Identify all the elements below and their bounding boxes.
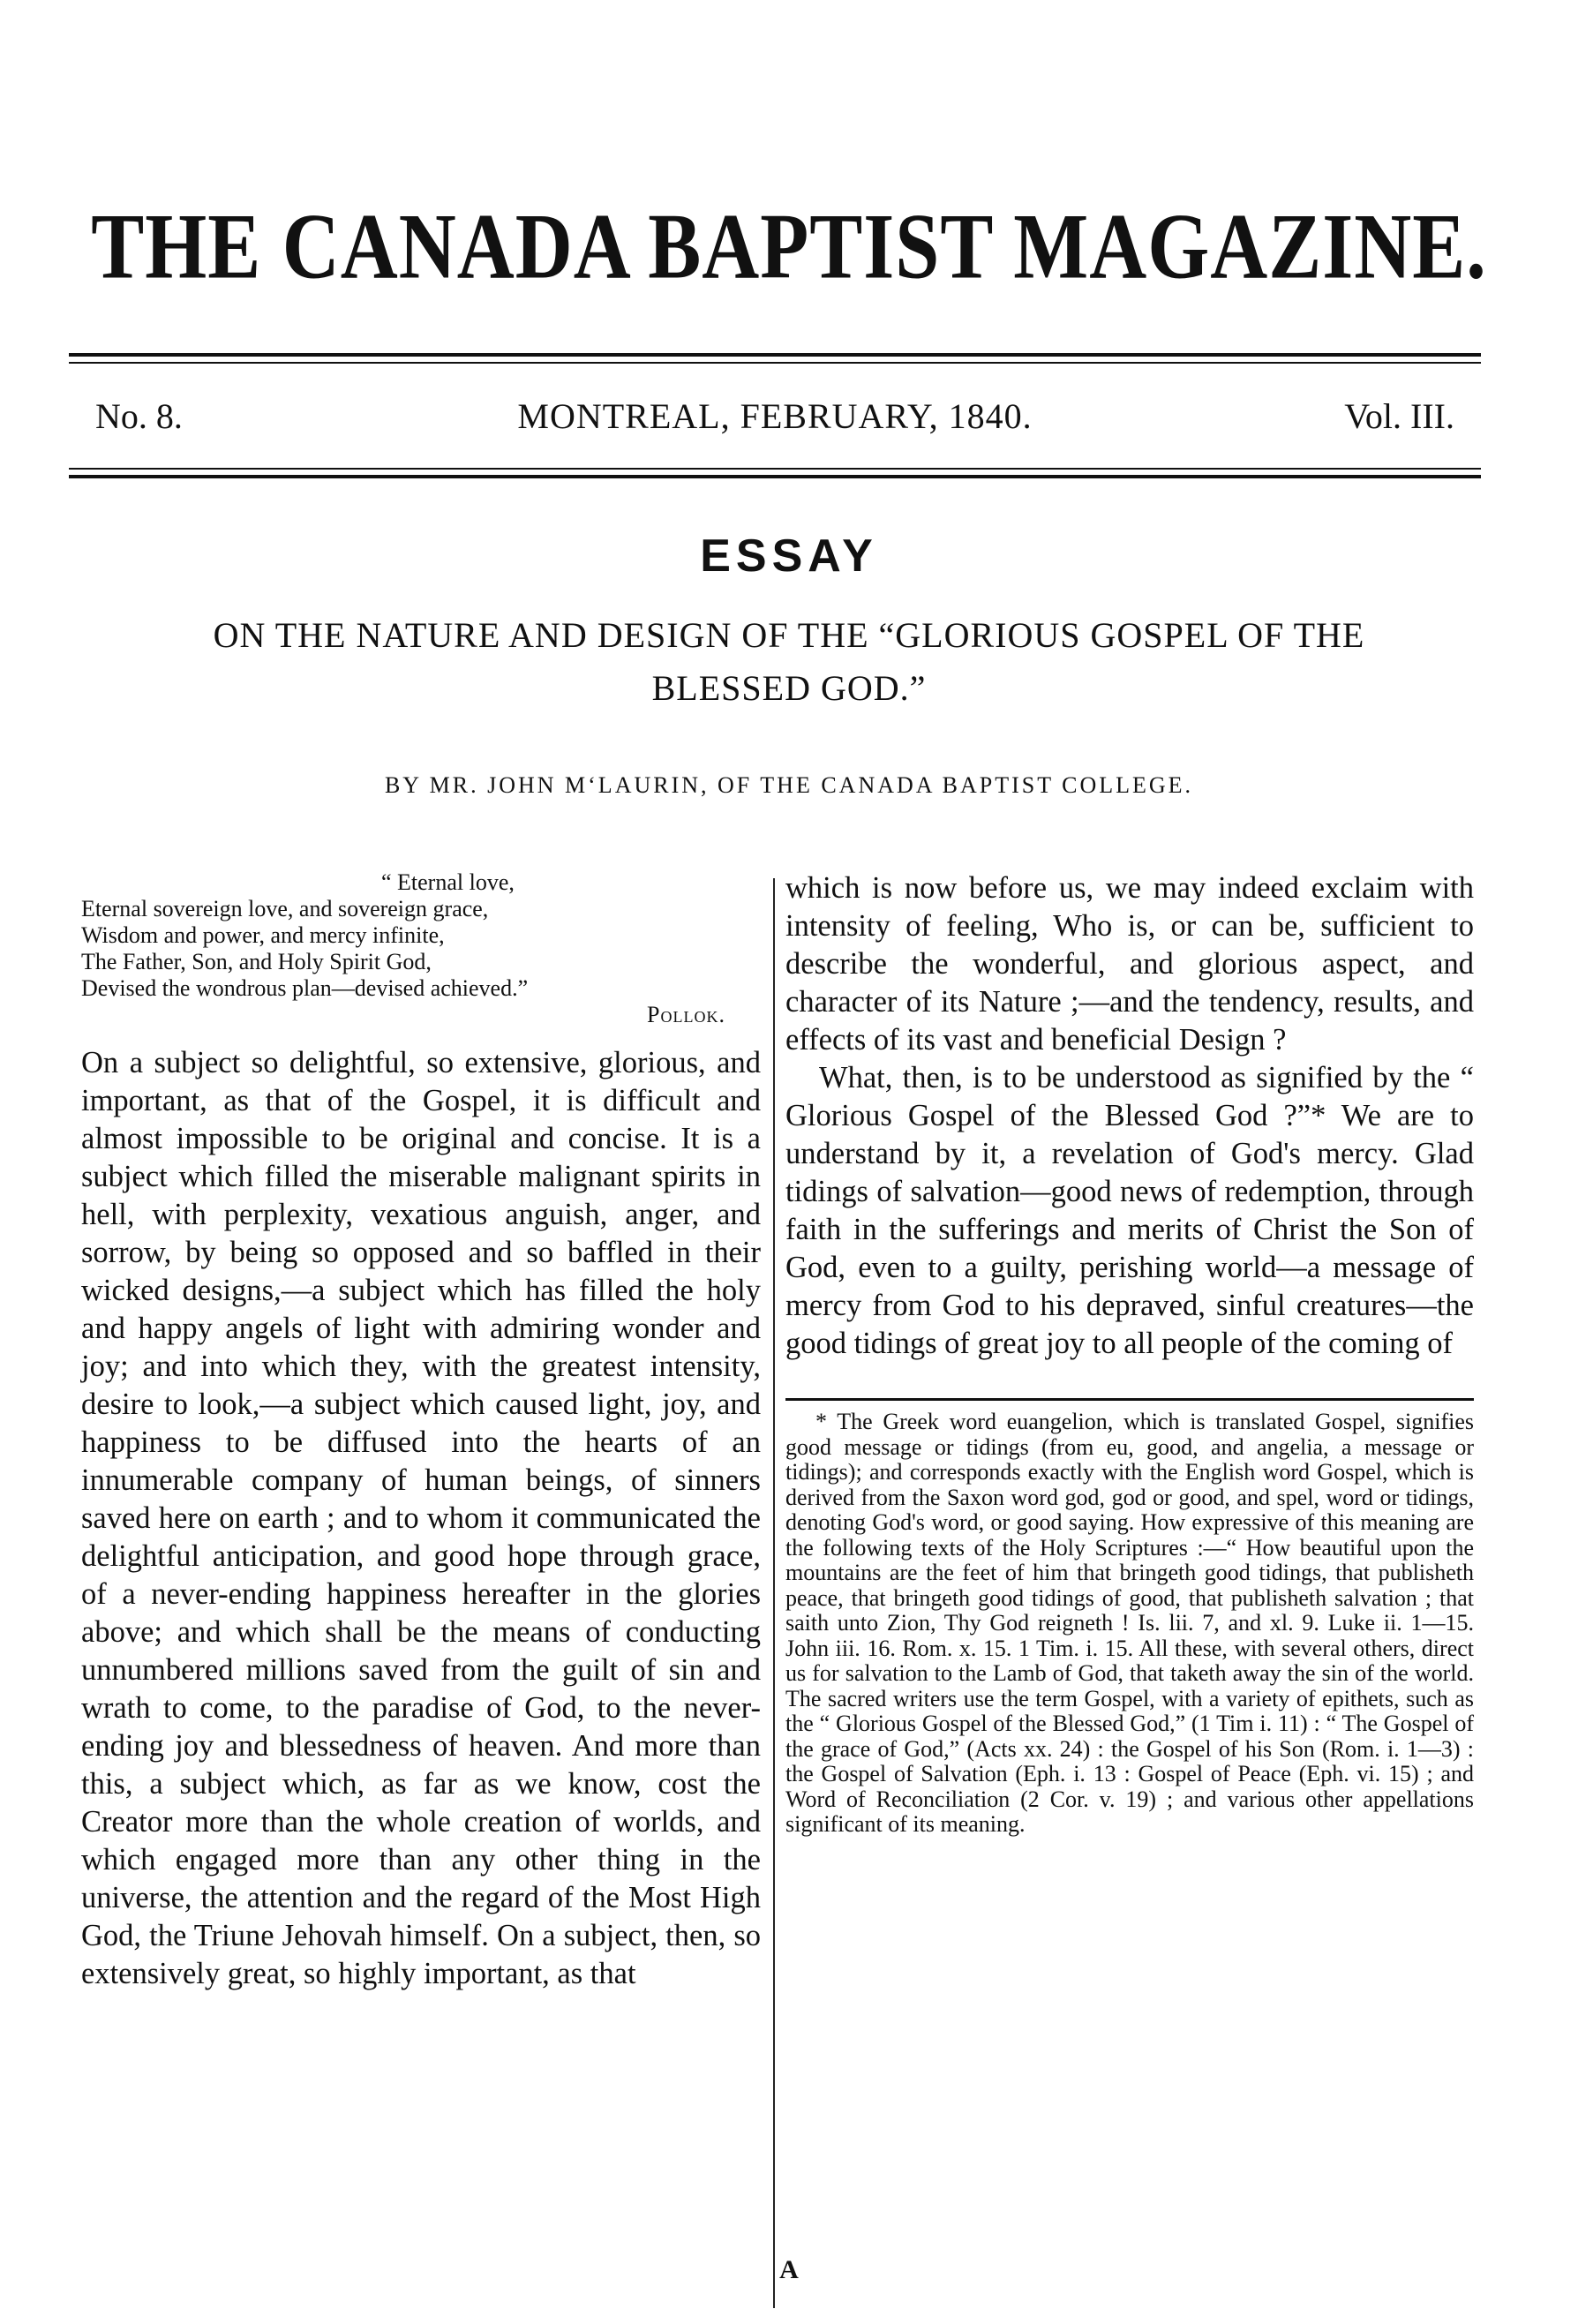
issue-volume: Vol. III.	[1344, 396, 1454, 436]
body-paragraph-right-2: What, then, is to be understood as signified by the “ Glorious Gospel of the Blessed God ?”* We are to understand by it, a revelation of God's mercy. Glad tidings of salvation—good news of redemption, through faith in the sufferings and merits of Christ the Son of God, even to a guilty, perishing world—a message of mercy from God to his depraved, sinful creatures—the good tidings of great joy to all people of the coming of	[785, 1061, 1474, 1360]
masthead-rule-top-thin	[69, 362, 1481, 364]
page-signature: A	[779, 2255, 799, 2284]
epigraph-line: Devised the wondrous plan—devised achieved.”	[81, 975, 529, 1001]
essay-title: ESSAY	[700, 530, 878, 582]
issue-number: No. 8.	[95, 396, 183, 436]
essay-byline: BY MR. JOHN M‘LAURIN, OF THE CANADA BAPTIST COLLEGE.	[384, 772, 1194, 798]
essay-subtitle-line-2: BLESSED GOD.”	[651, 668, 927, 708]
epigraph-attribution: Pollok.	[647, 1002, 725, 1027]
masthead-rule-top	[69, 353, 1481, 357]
masthead-title: THE CANADA BAPTIST MAGAZINE.	[91, 195, 1487, 298]
epigraph-line: “ Eternal love,	[381, 869, 515, 895]
epigraph-line: The Father, Son, and Holy Spirit God,	[81, 949, 432, 974]
footnote: * The Greek word euangelion, which is translated Gospel, signifies good message or tidings (from eu, good, and angelia, a message or tidings); and corresponds exactly with the English word Gospel, which is derived from the Saxon word god, god or good, and spel, word or tidings, denoting God's word, or good saying. How expressive of this meaning are the following texts of the Holy Scriptures :—“ How beautiful upon the mountains are the feet of him that bringeth good tidings, that publisheth peace, that bringeth good tidings of good, that publisheth salvation ; that saith unto Zion, Thy God reigneth ! Is. lii. 7, and xl. 9. Luke ii. 1—15. John iii. 16. Rom. x. 15. 1 Tim. i. 15. All these, with several others, direct us for salvation to the Lamb of God, that taketh away the sin of the world. The sacred writers use the term Gospel, with a variety of epithets, such as the “ Glorious Gospel of the Blessed God,” (1 Tim i. 11) : “ The Gospel of the grace of God,” (Acts xx. 24) : the Gospel of his Son (Rom. i. 1—3) : the Gospel of Salvation (Eph. i. 13 : Gospel of Peace (Eph. vi. 15) ; and Word of Reconciliation (2 Cor. v. 19) ; and various other appellations significant of its meaning.	[785, 1409, 1474, 1837]
footnote-rule	[785, 1398, 1474, 1401]
epigraph-line: Wisdom and power, and mercy infinite,	[81, 922, 445, 948]
essay-subtitle-line-1: ON THE NATURE AND DESIGN OF THE “GLORIOUS GOSPEL OF THE	[213, 615, 1365, 655]
issue-place-date: MONTREAL, FEBRUARY, 1840.	[517, 396, 1033, 436]
left-column	[81, 869, 761, 1993]
body-paragraph-left: On a subject so delightful, so extensive, glorious, and important, as that of the Gospel, it is difficult and almost impossible to be original and concise. It is a subject which filled the miserable malignant spirits in hell, with perplexity, vexatious anguish, anger, and sorrow, by being so opposed and so baffled in their wicked designs,—a subject which has filled the holy and happy angels of light with admiring wonder and joy; and into which they, with the greatest intensity, desire to look,—a subject which caused light, joy, and happiness to be diffused into the hearts of an innumerable company of human beings, of sinners saved here on earth ; and to whom it communicated the delightful anticipation, and good hope through grace, of a never-ending happiness hereafter in the glories above; and which shall be the means of conducting unnumbered millions saved from the guilt of sin and wrath to come, to the paradise of God, to the never-ending joy and blessedness of heaven. And more than this, a subject which, as far as we know, cost the Creator more than the whole creation of worlds, and which engaged more than any other thing in the universe, the attention and the regard of the Most High God, the Triune Jehovah himself. On a subject, then, so extensively great, so highly important, as that	[81, 1046, 761, 1990]
issue-info-row	[95, 395, 1454, 457]
epigraph	[81, 869, 761, 1028]
issue-rule-thick	[69, 475, 1481, 478]
column-divider	[773, 878, 775, 2308]
right-column	[785, 869, 1474, 1838]
epigraph-line: Eternal sovereign love, and sovereign grace,	[81, 896, 489, 921]
body-paragraph-right-1: which is now before us, we may indeed exclaim with intensity of feeling, Who is, or can be, sufficient to describe the wonderful, and glorious aspect, and character of its Nature ;—and the tendency, results, and effects of its vast and beneficial Design ?	[785, 871, 1474, 1057]
essay-subtitle	[44, 609, 1534, 715]
issue-rule-thin	[69, 468, 1481, 470]
